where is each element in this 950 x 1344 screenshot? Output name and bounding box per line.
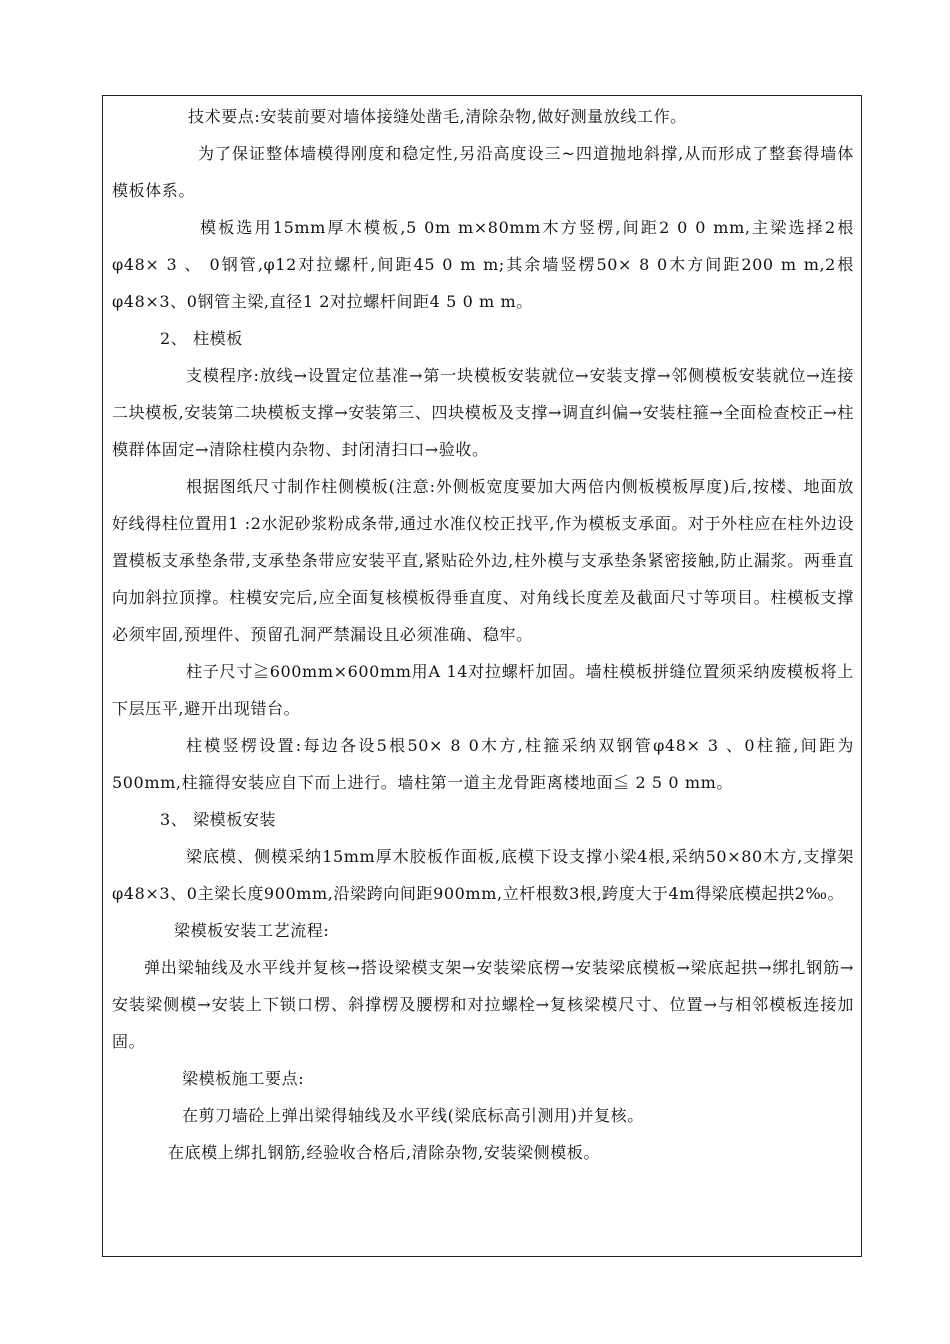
section-heading-column-formwork: 2、 柱模板	[160, 329, 243, 348]
paragraph-tech-points: 技术要点:安装前要对墙体接缝处凿毛,清除杂物,做好测量放线工作。	[188, 107, 687, 126]
paragraph-beam-process-title: 梁模板安装工艺流程:	[174, 921, 330, 940]
section-heading-beam-formwork: 3、 梁模板安装	[160, 810, 277, 829]
paragraph-formwork-spec: 模板选用15mm厚木模板,5 0m m×80mm木方竖楞,间距2 0 0 mm,主梁选择2根φ48× 3 、 0钢管,φ12对拉螺杆,间距45 0 m m;其余墙竖楞50× 8 0木方间距200 m m,2根φ48×3、0钢管主梁,直径1 2对拉螺杆间距4 5 0 m m。	[112, 218, 854, 311]
paragraph-column-vertical-studs: 柱模竖楞设置:每边各设5根50× 8 0木方,柱箍采纳双钢管φ48× 3 、0柱箍,间距为500mm,柱箍得安装应自下而上进行。墙柱第一道主龙骨距离楼地面≦ 2 5 0 mm。	[112, 736, 854, 792]
paragraph-support-procedure: 支模程序:放线→设置定位基准→第一块模板安装就位→安装支撑→邻侧模板安装就位→连接二块模板,安装第二块模板支撑→安装第三、四块模板及支撑→调直纠偏→安装柱箍→全面检查校正→柱模群体固定→清除柱模内杂物、封闭清扫口→验收。	[112, 366, 854, 459]
paragraph-beam-construction-points: 梁模板施工要点:	[182, 1069, 305, 1088]
paragraph-beam-side-formwork: 在底模上绑扎钢筋,经验收合格后,清除杂物,安装梁侧模板。	[168, 1143, 601, 1162]
paragraph-column-size: 柱子尺寸≧600mm×600mm用A 14对拉螺杆加固。墙柱模板拼缝位置须采纳废模板将上下层压平,避开出现错台。	[112, 662, 854, 718]
paragraph-beam-process-flow: 弹出梁轴线及水平线并复核→搭设梁模支架→安装梁底楞→安装梁底模板→梁底起拱→绑扎钢筋→安装梁侧模→安装上下锁口楞、斜撑楞及腰楞和对拉螺栓→复核梁模尺寸、位置→与相邻模板连接加固。	[112, 958, 854, 1051]
document-body	[112, 98, 854, 1171]
paragraph-column-side-formwork: 根据图纸尺寸制作柱侧模板(注意:外侧板宽度要加大两倍内侧板模板厚度)后,按楼、地面放好线得柱位置用1 :2水泥砂浆粉成条带,通过水准仪校正找平,作为模板支承面。对于外柱应在柱外边设置模板支承垫条带,支承垫条带应安装平直,紧贴砼外边,柱外模与支承垫条紧密接触,防止漏浆。两垂直向加斜拉顶撑。柱模安完后,应全面复核模板得垂直度、对角线长度差及截面尺寸等项目。柱模板支撑必须牢固,预埋件、预留孔洞严禁漏设且必须准确、稳牢。	[112, 477, 854, 644]
paragraph-wall-stability: 为了保证整体墙模得刚度和稳定性,另沿高度设三~四道抛地斜撑,从而形成了整套得墙体模板体系。	[112, 144, 854, 200]
paragraph-beam-axis-line: 在剪刀墙砼上弹出梁得轴线及水平线(梁底标高引测用)并复核。	[182, 1106, 644, 1125]
paragraph-beam-bottom-formwork: 梁底模、侧模采纳15mm厚木胶板作面板,底模下设支撑小梁4根,采纳50×80木方,支撑架φ48×3、0主梁长度900mm,沿梁跨向间距900mm,立杆根数3根,跨度大于4m得梁底模起拱2‰。	[112, 847, 854, 903]
